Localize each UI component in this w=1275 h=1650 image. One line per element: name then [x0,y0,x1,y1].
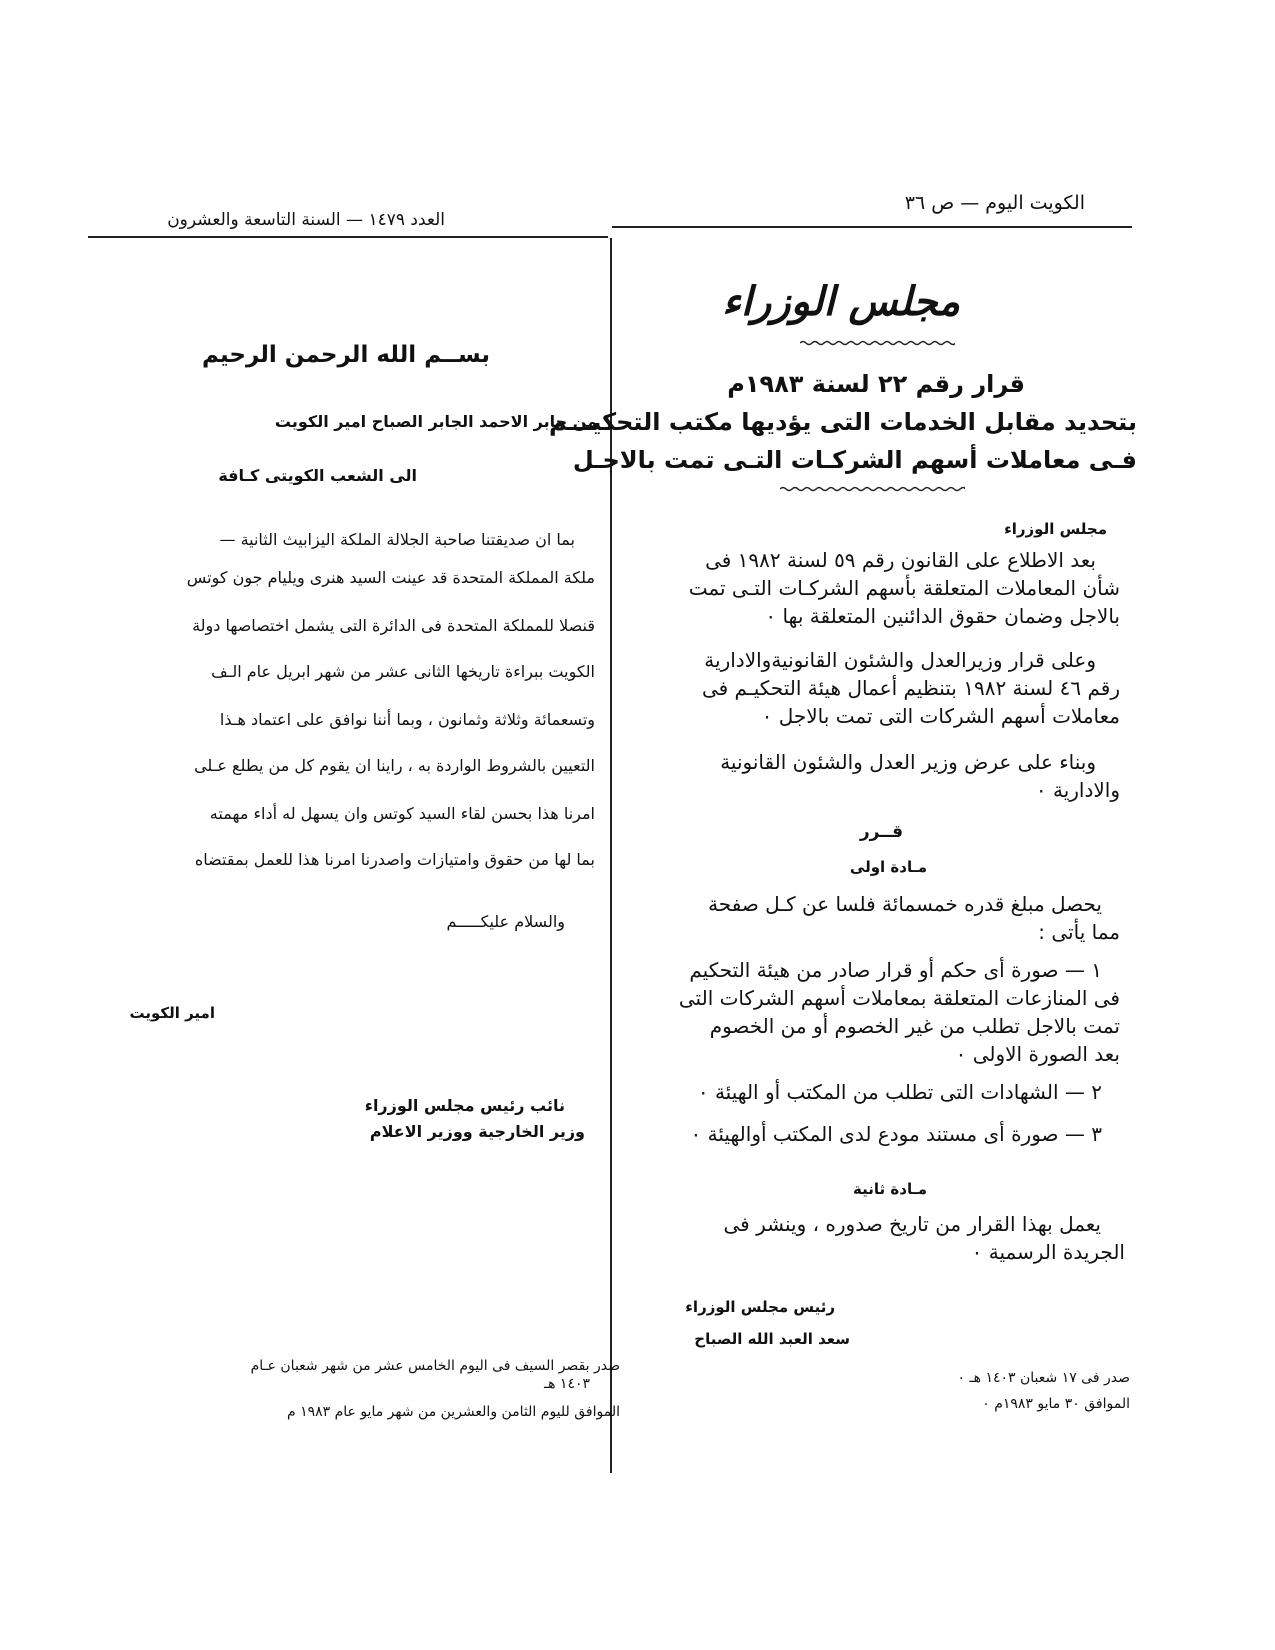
decision-issued-line-2: الموافق ٣٠ مايو ١٩٨٣م ٠ [982,1396,1130,1412]
subject-line-2: فـى معاملات أسهم الشركـات التـى تمت بالاجـل [572,446,1137,474]
decree-body-line-7: امرنا هذا بحسن لقاء السيد كوتس وان يسهل له أداء مهمته [209,804,595,823]
basmala: بســم الله الرحمن الرحيم [201,342,490,368]
decree-body-line-8: بما لها من حقوق وامتيازات واصدرنا امرنا هذا للعمل بمقتضاه [194,850,595,869]
decree-issued-line-3: الموافق لليوم الثامن والعشرين من شهر مايو عام ١٩٨٣ م [286,1404,620,1420]
header-rule-right [612,226,1132,228]
preamble-2-line-1: وعلى قرار وزيرالعدل والشئون القانونيةوالادارية [704,648,1096,672]
foreign-info-minister-title: وزير الخارجية ووزير الاعلام [369,1122,585,1141]
decree-body-line-3: قنصلا للمملكة المتحدة فى الدائرة التى يشمل اختصاصها دولة [192,616,595,635]
decision-issued-line-1: صدر فى ١٧ شعبان ١٤٠٣ هـ ٠ [957,1370,1130,1386]
header-page-info: الكويت اليوم — ص ٣٦ [904,192,1085,214]
decision-number: قرار رقم ٢٢ لسنة ١٩٨٣م [727,370,1025,398]
decree-closing: والسلام عليكـــــم [446,912,565,931]
decree-body-line-4: الكويت ببراءة تاريخها الثانى عشر من شهر ابريل عام الـف [211,662,595,681]
decree-body-line-6: التعيين بالشروط الواردة به ، راينا ان يقوم كل من يطلع عـلى [194,756,595,775]
decided-label: قــرر [859,822,903,842]
article-1-heading: مـادة اولى [849,858,927,876]
emir-title: امير الكويت [129,1004,215,1022]
article-2-heading: مـادة ثانية [853,1180,927,1198]
article-1-intro-line-2: مما يأتى : [1038,920,1120,944]
item-3-line-1: ٣ — صورة أى مستند مودع لدى المكتب أوالهيئة ٠ [690,1122,1102,1146]
item-1-line-1: ١ — صورة أى حكم أو قرار صادر من هيئة التحكيم [689,958,1102,982]
title-flourish [800,340,955,346]
article-2-line-1: يعمل بهذا القرار من تاريخ صدوره ، وينشر فى [723,1212,1101,1236]
preamble-1-line-3: بالاجل وضمان حقوق الدائنين المتعلقة بها ٠ [765,604,1120,628]
preamble-2-line-3: معاملات أسهم الشركات التى تمت بالاجل ٠ [761,704,1120,728]
subject-line-1: بتحديد مقابل الخدمات التى يؤديها مكتب التحكيـــم [548,408,1137,436]
pm-signature-name: سعد العبد الله الصباح [694,1330,850,1348]
preamble-1-line-1: بعد الاطلاع على القانون رقم ٥٩ لسنة ١٩٨٢ فى [705,548,1096,572]
item-2-line-1: ٢ — الشهادات التى تطلب من المكتب أو الهيئة ٠ [697,1080,1102,1104]
decree-issued-line-1: صدر بقصر السيف فى اليوم الخامس عشر من شهر شعبان عـام [250,1358,620,1374]
header-issue-info: العدد ١٤٧٩ — السنة التاسعة والعشرون [167,210,445,230]
article-1-intro-line-1: يحصل مبلغ قدره خمسمائة فلسا عن كـل صفحة [708,892,1102,916]
decree-body-line-2: ملكة المملكة المتحدة قد عينت السيد هنرى ويليام جون كوتس [186,568,595,587]
item-1-line-2: فى المنازعات المتعلقة بمعاملات أسهم الشركات التى [678,986,1120,1010]
item-1-line-4: بعد الصورة الاولى ٠ [955,1042,1120,1066]
item-1-line-3: تمت بالاجل تطلب من غير الخصوم أو من الخصوم [709,1014,1120,1038]
preamble-2-line-2: رقم ٤٦ لسنة ١٩٨٢ بتنظيم أعمال هيئة التحكيـم فى [701,676,1120,700]
preamble-3-line-2: والادارية ٠ [1035,778,1120,802]
decree-to: الى الشعب الكويتى كـافة [218,466,417,485]
deputy-pm-title: نائب رئيس مجلس الوزراء [364,1096,565,1115]
pm-signature-title: رئيس مجلس الوزراء [685,1298,835,1316]
decree-body-line-1: بما ان صديقتنا صاحبة الجلالة الملكة اليزابيث الثانية — [219,530,575,549]
preamble-1-line-2: شأن المعاملات المتعلقة بأسهم الشركـات التـى تمت [688,576,1120,600]
calligraphy-title: مجلس الوزراء [722,278,960,325]
subject-flourish [780,486,965,492]
preamble-3-line-1: وبناء على عرض وزير العدل والشئون القانونية [720,750,1096,774]
decree-body-line-5: وتسعمائة وثلاثة وثمانون ، وبما أننا نوافق على اعتماد هـذا [219,710,595,729]
decree-issued-line-2: ١٤٠٣ هـ [543,1376,590,1392]
header-rule-left [88,236,608,238]
article-2-line-2: الجريدة الرسمية ٠ [971,1240,1125,1264]
council-label: مجلس الوزراء [1004,520,1107,538]
decree-from: من جابر الاحمد الجابر الصباح امير الكويت [274,412,597,431]
